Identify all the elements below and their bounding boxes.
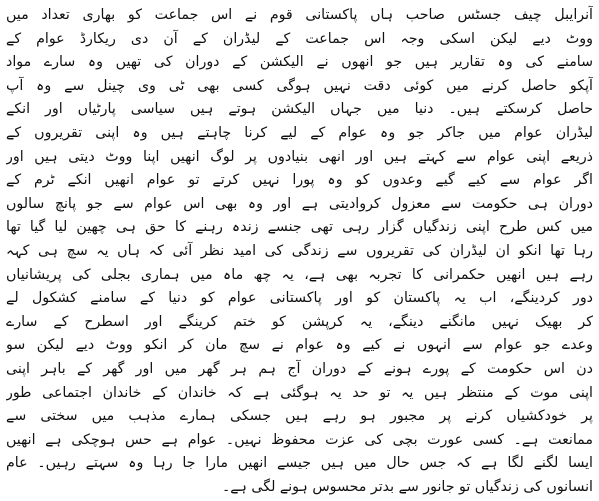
text-line: میں کس طرح اپنی زندگیاں گزار رہی تھی جنسے زندہ رہنے کا حق ہی چھین لیا گیا تھا xyxy=(6,219,593,236)
text-line: اپنی موت کے منتظر ہیں یہ تو حد یہ ہوگئی ہے کہ خاندان کے خاندان اجتماعی طور xyxy=(6,384,593,401)
text-line: رہے ہیں انھیں حکمرانی کا تجربہ بھی ہے، یہ چھ ماہ میں ہماری بجلی کی پریشانیاں xyxy=(6,266,593,283)
text-line: لیڈران عوام میں جاکر جو وہ عوام کے لیے کرنا چاہتے ہیں وہ اپنی تقریروں کے xyxy=(6,124,593,141)
text-line: وعدے جو عوام سے انہوں نے کیے وہ عوام نے سچ مان کر انکو ووٹ دیے لیکن سو xyxy=(6,337,593,354)
text-line: ذریعے اپنی عوام سے کہتے ہیں اور انھی بنیادوں پر لوگ انھیں اپنا ووٹ دیتی ہیں اور xyxy=(6,148,593,165)
text-line: رہا تھا انکو ان لیڈران کی تقریروں سے زندگی کی امید نظر آئی کہ ہاں یہ سچ ہی کہہ xyxy=(6,242,593,259)
text-line: پر خودکشیاں کرنے پر مجبور ہو رہے ہیں جسکی ہمارے مذہب میں سختی سے xyxy=(6,408,593,425)
text-line: دن اس حکومت کے پورے ہونے کے دوران آج ہم ہر گھر میں اور گھر کے باہر اپنی xyxy=(6,360,593,377)
text-line: اگر عوام سے کیے گیے وعدوں کو وہ پورا نہیں کرتے تو عوام انھیں انکے ٹرم کے xyxy=(6,172,593,189)
text-line: سامنے کی وہ تقاریر ہیں جو انھوں نے الیکشن کے دوران کی تھیں وہ سارے مواد xyxy=(6,54,593,71)
text-line: آپکو حاصل کرنے میں کوئی دقت نہیں ہوگی کسی بھی ٹی وی چینل سے وہ آپ xyxy=(6,77,593,94)
text-line: دوران ہی حکومت سے معزول کروادیتی ہے اور وہ بھی اس عوام سے جو پانچ سالوں xyxy=(6,195,593,212)
text-line: ممانعت ہے۔ کسی عورت بچی کی عزت محفوظ نہیں۔ عوام ہے حس ہوچکی ہے انھیں xyxy=(6,431,593,448)
text-line: انسانوں کی زندگیاں تو جانور سے بدتر محسوس ہونے لگی ہے۔ xyxy=(221,478,593,495)
text-line: دور کردینگے، اب یہ پاکستان کو اور پاکستانی عوام کو دنیا کے سامنے کشکول لے xyxy=(6,290,593,307)
text-line: آنرایبل چیف جسٹس صاحب ہاں پاکستانی قوم نے اس جماعت کو بھاری تعداد میں xyxy=(6,7,593,23)
text-line: ووٹ دیے لیکن اسکی وجہ اس جماعت کے لیڈران کے آن دی ریکارڈ عوام کے xyxy=(6,30,593,47)
urdu-text-body xyxy=(6,4,593,499)
text-line: ایسا لگنے لگا ہے کہ جس حال میں ہیں جیسے انھیں مارا جا رہا وہ سہتے رہیں۔ عام xyxy=(6,455,593,472)
text-line: حاصل کرسکتے ہیں۔ دنیا میں جہاں الیکشن ہوتے ہیں سیاسی پارٹیاں اور انکے xyxy=(6,101,593,118)
text-line: کر بھیک نہیں مانگنے دینگے، یہ کرپشن کو ختم کرینگے اور اسطرح کے سارے xyxy=(6,313,593,330)
